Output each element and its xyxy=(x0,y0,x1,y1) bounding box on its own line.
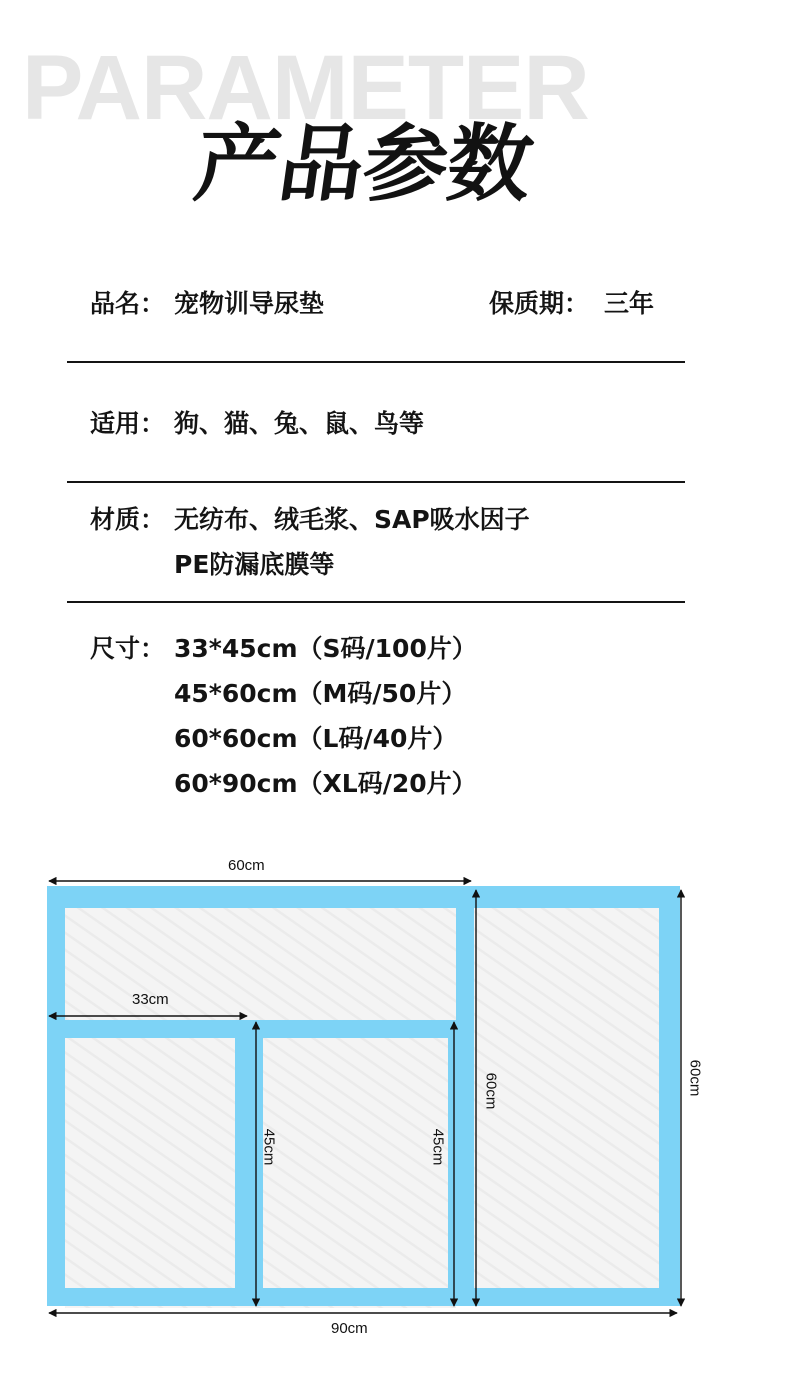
divider xyxy=(67,361,685,363)
size-comparison-diagram xyxy=(0,840,790,1350)
material-label: 材质： xyxy=(90,505,166,534)
dimension-label-height-c: 60cm xyxy=(482,1072,500,1110)
size-line-l: 60*60cm（L码/40片） xyxy=(174,724,458,753)
size-line-xl: 60*90cm（XL码/20片） xyxy=(174,769,477,798)
pad-small-33x45 xyxy=(47,1020,249,1306)
dimension-label-outer-height: 60cm xyxy=(686,1059,704,1097)
shelf-life-value: 三年 xyxy=(604,289,655,318)
size-line-m: 45*60cm（M码/50片） xyxy=(174,679,467,708)
material-line-1: 无纺布、绒毛浆、SAP吸水因子 xyxy=(174,505,530,534)
suitable-value: 狗、猫、兔、鼠、鸟等 xyxy=(174,409,425,438)
shelf-life-label: 保质期： xyxy=(489,289,590,318)
dimension-label-bottom-width: 90cm xyxy=(331,1320,368,1337)
product-name-label: 品名： xyxy=(90,289,166,318)
page-title: 产品参数 xyxy=(189,115,539,213)
size-line-s: 33*45cm（S码/100片） xyxy=(174,634,477,663)
dimension-label-height-a: 45cm xyxy=(260,1128,278,1166)
divider xyxy=(67,481,685,483)
dimension-label-height-b: 45cm xyxy=(429,1128,447,1166)
background-watermark-text: PARAMETER xyxy=(22,37,589,139)
product-name-value: 宠物训导尿垫 xyxy=(174,289,325,318)
material-line-2: PE防漏底膜等 xyxy=(174,550,335,579)
dimension-label-top-width: 60cm xyxy=(228,857,265,874)
suitable-label: 适用： xyxy=(90,409,166,438)
size-label: 尺寸： xyxy=(90,634,166,663)
divider xyxy=(67,601,685,603)
dimension-label-small-width: 33cm xyxy=(132,991,169,1008)
